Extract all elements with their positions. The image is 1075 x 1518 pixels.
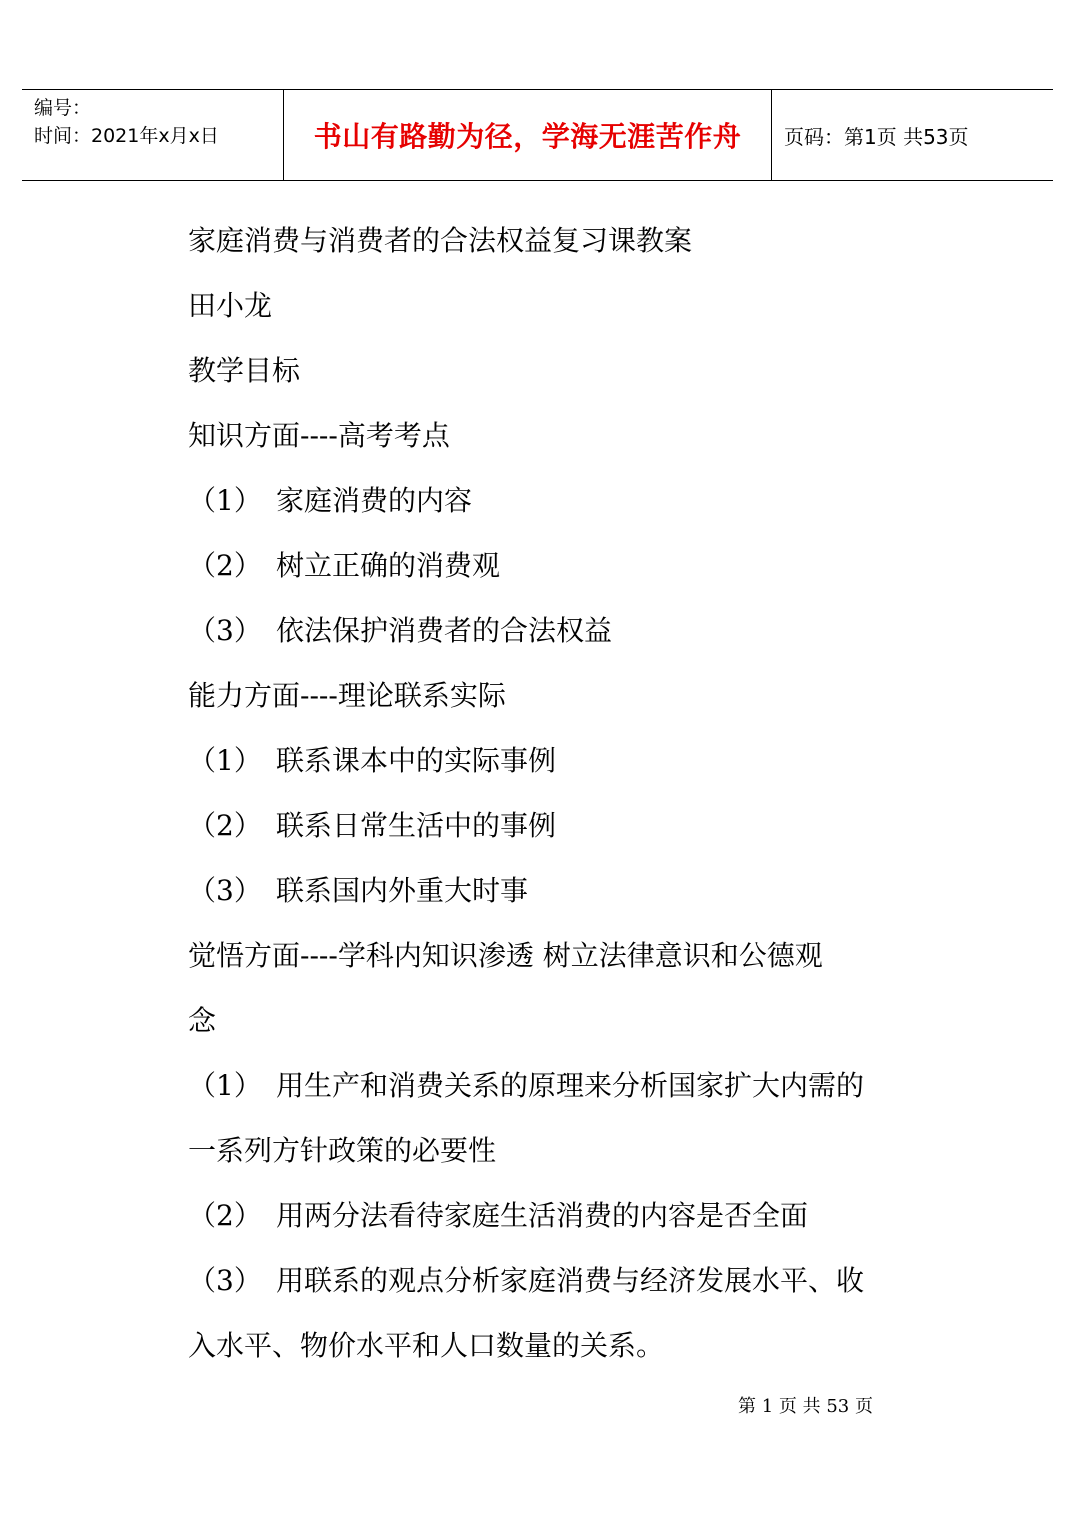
item-text: 联系国内外重大时事	[276, 874, 529, 907]
list-item	[188, 1053, 898, 1118]
list-item	[188, 468, 898, 533]
item-text: 家庭消费的内容	[276, 484, 473, 517]
item-text: 联系课本中的实际事例	[276, 744, 557, 777]
knowledge-heading: 知识方面----高考考点	[188, 419, 450, 452]
item-number: （3）	[188, 874, 262, 907]
objectives-heading: 教学目标	[188, 354, 301, 387]
item-text: 树立正确的消费观	[276, 549, 501, 582]
item-text: 用两分法看待家庭生活消费的内容是否全面	[276, 1199, 809, 1232]
header-meta-cell	[22, 90, 284, 180]
item-text-continued: 入水平、物价水平和人口数量的关系。	[188, 1329, 665, 1362]
item-text: 用联系的观点分析家庭消费与经济发展水平、收	[276, 1264, 865, 1297]
document-title: 家庭消费与消费者的合法权益复习课教案	[188, 224, 693, 257]
document-body	[188, 208, 898, 1378]
awareness-heading: 觉悟方面----学科内知识渗透 树立法律意识和公德观	[188, 939, 823, 972]
list-item	[188, 1248, 898, 1313]
item-number: （3）	[188, 1264, 262, 1297]
list-item	[188, 533, 898, 598]
ability-heading: 能力方面----理论联系实际	[188, 679, 506, 712]
item-number: （2）	[188, 1199, 262, 1232]
item-number: （1）	[188, 744, 262, 777]
item-text: 用生产和消费关系的原理来分析国家扩大内需的	[276, 1069, 865, 1102]
item-number: （3）	[188, 614, 262, 647]
item-number: （2）	[188, 809, 262, 842]
item-number: （1）	[188, 1069, 262, 1102]
date-line: 时间：2021年x月x日	[34, 125, 219, 147]
list-item	[188, 728, 898, 793]
item-text: 联系日常生活中的事例	[276, 809, 557, 842]
awareness-heading-continued: 念	[188, 1004, 217, 1037]
page-info: 页码：第1页 共53页	[784, 124, 969, 149]
list-item	[188, 858, 898, 923]
code-label: 编号：	[34, 97, 92, 119]
motto: 书山有路勤为径，学海无涯苦作舟	[313, 120, 742, 153]
list-item	[188, 793, 898, 858]
author: 田小龙	[188, 289, 273, 322]
list-item	[188, 598, 898, 663]
list-item	[188, 1183, 898, 1248]
page-header	[22, 89, 1053, 181]
item-number: （1）	[188, 484, 262, 517]
item-number: （2）	[188, 549, 262, 582]
item-text-continued: 一系列方针政策的必要性	[188, 1134, 497, 1167]
item-text: 依法保护消费者的合法权益	[276, 614, 613, 647]
page-footer: 第 1 页 共 53 页	[738, 1396, 873, 1417]
header-motto-cell	[284, 90, 772, 180]
